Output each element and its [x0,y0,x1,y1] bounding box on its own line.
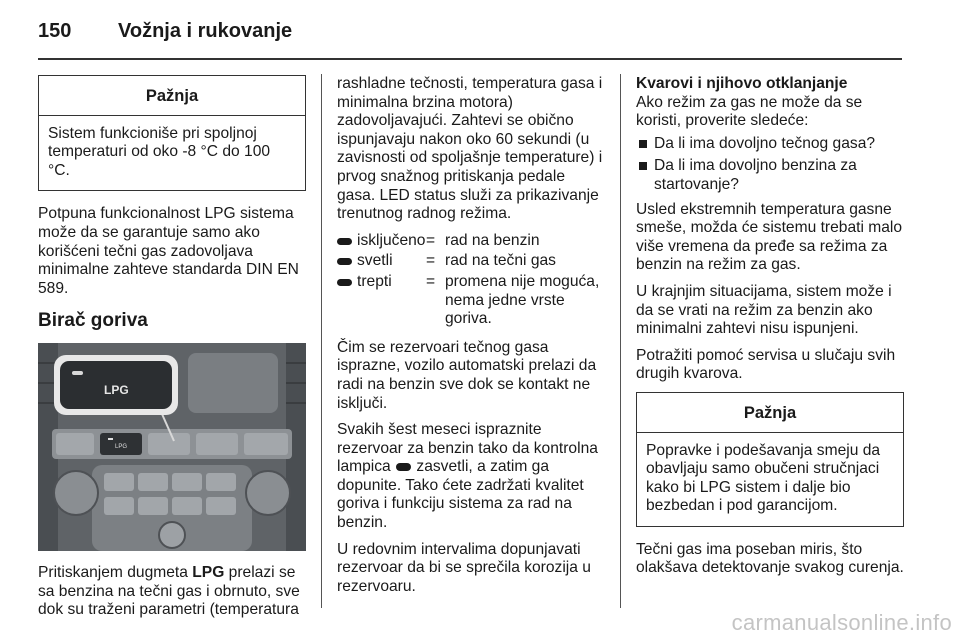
led-equals: = [426,272,436,290]
troubleshooting-intro: Ako režim za gas ne može da se koristi, proverite sledeće: [636,93,863,130]
gas-smell-paragraph: Tečni gas ima poseban miris, što olakšava detektovanje svakog curenja. [636,540,904,577]
petrol-tank-text-2: zasvetli, a zatim ga dopunite. Tako ćete zadržati kvalitet goriva i funkciju sistema za rad na benzin. [337,458,584,532]
watermark: carmanualsonline.info [731,610,952,635]
page-header [38,20,292,43]
page-number: 150 [38,20,72,42]
led-indicator-icon [337,238,352,245]
column-divider-2 [620,74,621,608]
led-state: trepti [357,272,392,290]
warning-lamp-icon [396,463,411,471]
list-item: Da li ima dovoljno tečnog gasa? [636,135,904,154]
lpg-standard-paragraph: Potpuna funkcionalnost LPG sistema može da se garantuje samo ako korišćeni tečni gas zadovoljava minimalne zahteve standarda DIN EN 589. [38,205,299,297]
led-equals: = [426,252,436,270]
led-meaning: rad na tečni gas [445,252,556,270]
small-lpg-label: LPG [115,443,128,450]
column-divider-1 [321,74,322,608]
fuel-selector-figure [38,343,306,551]
troubleshooting-heading: Kvarovi i njihovo otklanjanje [636,75,848,92]
petrol-tank-paragraph [337,421,605,533]
caution-box-temperature [38,75,306,191]
corrosion-paragraph: U redovnim intervalima dopunjavati rezervoar da bi se sprečila korozija u rezervoaru. [337,540,591,595]
operating-requirements-paragraph: rashladne tečnosti, temperatura gasa i minimalna brzina motora) zadovoljavajući. Zahtevi se obično ispunjavaju nakon oko 60 sekundi (u zavisnosti od spoljašnje temperature) i prvog snažnog pritiskanja pedale gasa. LED status služi za prikazivanje trenutnog radnog režima. [337,75,603,223]
list-item: Da li ima dovoljno benzina za startovanje? [636,157,904,194]
led-equals: = [426,231,436,249]
lpg-button-name: LPG [192,563,225,581]
caution-title: Pažnja [39,76,305,116]
petrol-tank-text-1: Svakih šest meseci ispraznite rezervoar za benzin tako da kontrolna lampica [337,421,598,476]
temperature-delay-paragraph: Usled ekstremnih temperatura gasne smeše, možda će sistemu trebati malo više vremena da pređe sa režima za benzin na režim za gas. [636,200,903,274]
dashboard-illustration [38,343,306,551]
led-indicator-icon [337,279,352,286]
led-state: svetli [357,252,393,270]
led-status-row [337,232,605,251]
lpg-button-text-2: prelazi se sa benzina na tečni gas i obrnuto, sve dok su traženi parametri (temperatura [38,563,300,619]
led-status-row [337,252,605,271]
check-list [636,135,904,195]
section-title-fuel-selector: Birač goriva [38,310,148,332]
led-status-table [337,232,605,329]
lpg-button-text-1: Pritiskanjem dugmeta [38,563,193,581]
caution-box-service [636,392,904,527]
led-meaning: promena nije moguća, nema jedne vrste goriva. [445,272,600,328]
lpg-button-label: LPG [104,382,129,397]
caution-text: Sistem funkcioniše pri spoljnoj temperaturi od oko -8 °C do 100 °C. [48,124,271,179]
column-3 [636,75,904,586]
service-paragraph: Potražiti pomoć servisa u slučaju svih drugih kvarova. [636,346,896,383]
header-divider [38,58,902,60]
led-status-row [337,273,605,329]
column-1 [38,75,306,628]
led-state: isključeno [357,231,426,249]
page-title: Vožnja i rukovanje [118,20,293,42]
led-meaning: rad na benzin [445,231,540,249]
auto-switch-paragraph: Čim se rezervoari tečnog gasa isprazne, vozilo automatski prelazi da radi na benzin sve dok se kontakt ne isključi. [337,338,597,412]
led-indicator-icon [337,258,352,265]
column-2 [337,75,605,604]
lpg-button-paragraph [38,564,306,620]
caution-text: Popravke i podešavanja smeju da obavljaju samo obučeni stručnjaci kako bi LPG sistem i dalje bio bezbedan i pod garancijom. [646,441,881,515]
fallback-paragraph: U krajnjim situacijama, sistem može i da se vrati na režim za benzin ako minimalni zahtevi nisu ispunjeni. [636,282,892,338]
caution-title: Pažnja [637,393,903,433]
